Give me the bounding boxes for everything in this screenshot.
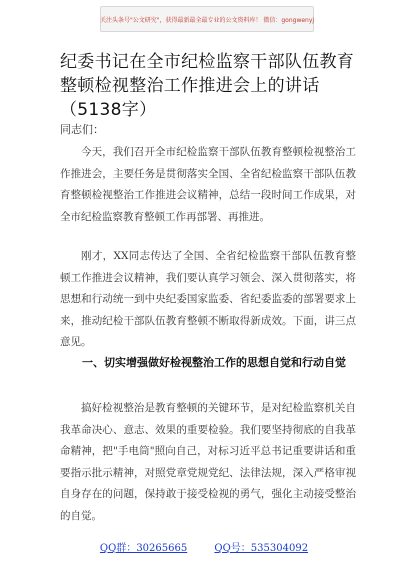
qq-group-link[interactable]: QQ群：30265665	[99, 543, 188, 554]
paragraph-3: 搞好检视整治是教育整顿的关键环节，是对纪检监察机关自我革命决心、意志、效果的重要检验。我们要坚持彻底的自我革命精神，把"手电筒"照向自己，对标习近平总书记重要讲话和重要指示批示精神，对照党章党规党纪、法律法规，深入严格审视自身存在的问题，保持敢于接受检视的勇气，强化主动接受整治的自觉。	[60, 402, 356, 522]
paragraph-1: 今天，我们召开全市纪检监察干部队伍教育整顿检视整治工作推进会，主要任务是贯彻落实全国、全省纪检监察干部队伍教育整顿检视整治工作推进会议精神，总结一段时间工作成果，对全市纪检监察教育整顿工作再部署、再推进。	[60, 146, 356, 223]
footer-contacts	[0, 539, 408, 554]
section-heading-1: 一、切实增强做好检视整治工作的思想自觉和行动自觉	[82, 356, 346, 369]
promo-banner	[100, 6, 314, 32]
qq-number-link[interactable]: QQ号：535304092	[214, 543, 309, 554]
salutation: 同志们：	[60, 123, 104, 136]
document-title: 纪委书记在全市纪检监察干部队伍教育整顿检视整治工作推进会上的讲话（5138字）	[60, 52, 355, 120]
paragraph-2: 刚才，XX同志传达了全国、全省纪检监察干部队伍教育整顿工作推进会议精神，我们要认真学习领会、深入贯彻落实，将思想和行动统一到中央纪委国家监委、省纪委监委的部署要求上来，推动纪检干部队伍教育整顿不断取得新成效。下面，讲三点意见。	[60, 250, 356, 348]
promo-banner-text: 关注头条号"公文研究"，获得最新最全最专业的公文资料库！ 微信：gongwenyj	[99, 16, 315, 24]
